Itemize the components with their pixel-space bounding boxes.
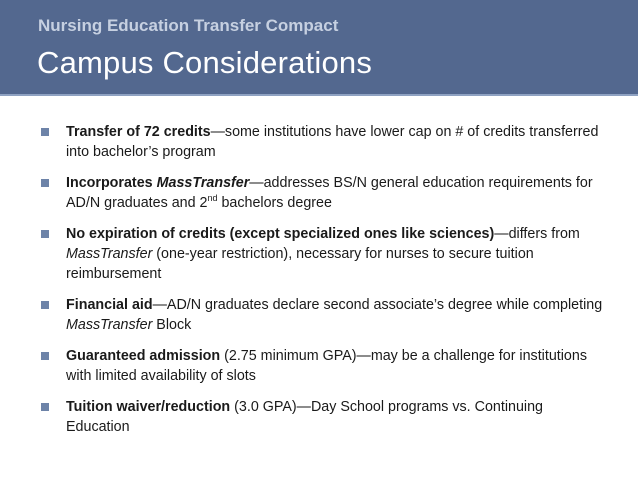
square-bullet-icon [41, 301, 49, 309]
bullet-heading-italic: MassTransfer [156, 175, 250, 191]
bullet-text: (3.0 GPA)—Day School programs vs. Continuing Education [66, 399, 543, 435]
square-bullet-icon [41, 352, 49, 360]
square-bullet-icon [41, 128, 49, 136]
bullet-text: —addresses BS/N general education requirements for AD/N graduates and 2 [66, 175, 593, 211]
bullet-list [38, 122, 608, 448]
bullet-text: —AD/N graduates declare second associate’s degree while completing [152, 297, 603, 313]
bullet-heading: No expiration of credits (except specialized ones like sciences) [66, 226, 495, 242]
bullet-heading: Guaranteed admission [66, 348, 221, 364]
header-divider [0, 94, 638, 96]
bullet-heading: Incorporates [66, 175, 157, 191]
bullet-text: —differs from [494, 226, 580, 242]
bullet-heading: Tuition waiver/reduction [66, 399, 231, 415]
slide-title: Campus Considerations [37, 45, 373, 80]
square-bullet-icon [41, 230, 49, 238]
bullet-italic: MassTransfer [66, 317, 153, 333]
bullet-item [38, 346, 608, 386]
bullet-italic: MassTransfer [66, 246, 153, 262]
bullet-item [38, 397, 608, 437]
ordinal-suffix: nd [207, 193, 218, 204]
bullet-text-end: (one-year restriction), necessary for nurses to secure tuition reimbursement [66, 246, 534, 282]
bullet-item [38, 295, 608, 335]
bullet-text: (2.75 minimum GPA)—may be a challenge for institutions with limited availability of slots [66, 348, 587, 384]
bullet-heading: Transfer of 72 credits [66, 124, 211, 140]
bullet-text: —some institutions have lower cap on # of credits transferred into bachelor’s program [66, 124, 599, 160]
bullet-item [38, 173, 608, 213]
bullet-item [38, 122, 608, 162]
slide-subtitle: Nursing Education Transfer Compact [38, 16, 339, 35]
slide-header [0, 0, 638, 94]
square-bullet-icon [41, 403, 49, 411]
square-bullet-icon [41, 179, 49, 187]
bullet-item [38, 224, 608, 284]
bullet-text-end: bachelors degree [217, 195, 332, 211]
bullet-text-end: Block [152, 317, 192, 333]
bullet-heading: Financial aid [66, 297, 153, 313]
